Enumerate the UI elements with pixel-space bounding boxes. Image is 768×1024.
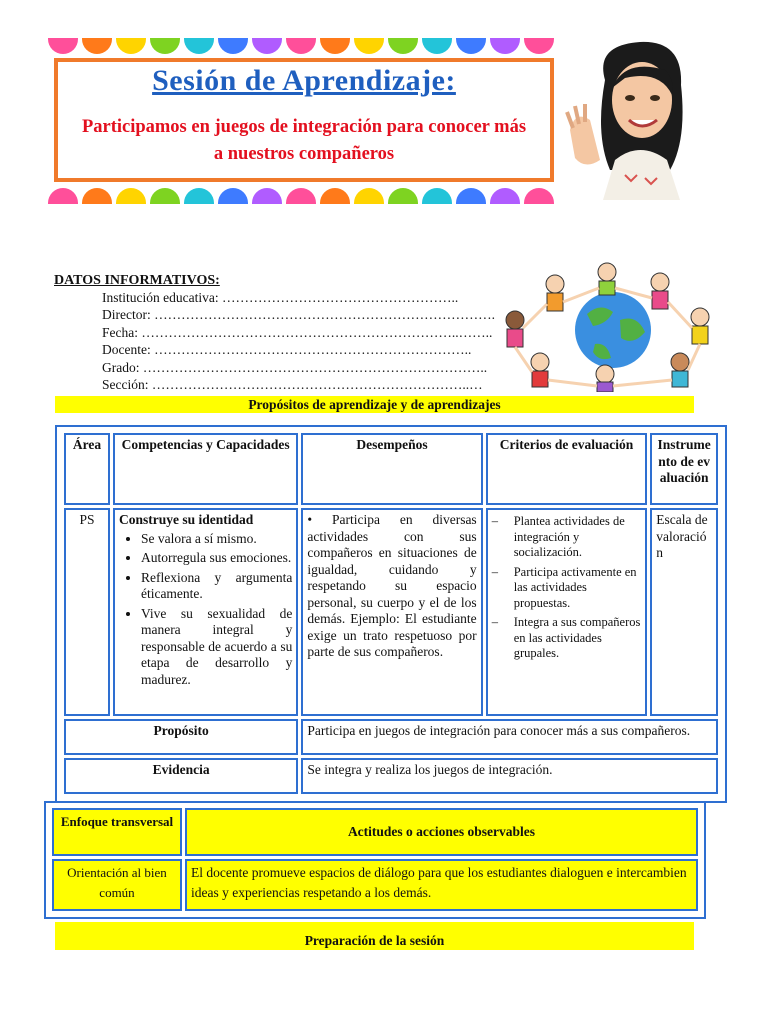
criterios-list bbox=[492, 514, 642, 662]
scallop-border-top bbox=[48, 38, 563, 56]
header-instrumento: Instrumento de evaluación bbox=[650, 433, 718, 505]
cell-area: PS bbox=[64, 508, 110, 716]
evidencia-label: Evidencia bbox=[64, 758, 298, 794]
evidencia-text: Se integra y realiza los juegos de integración. bbox=[301, 758, 718, 794]
criterio-item: – Participa activamente en las actividades propuestas. bbox=[514, 565, 642, 612]
criterio-item: – Plantea actividades de integración y socialización. bbox=[514, 514, 642, 561]
competencia-title: Construye su identidad bbox=[118, 512, 254, 527]
enfoque-row-left: Orientación al bien común bbox=[52, 859, 182, 911]
cell-competencias bbox=[113, 508, 298, 716]
propositos-bar: Propósitos de aprendizaje y de aprendizajes bbox=[55, 396, 694, 413]
datos-item-seccion: • Sección: ……………………………………………………………..… bbox=[78, 376, 504, 393]
title-box bbox=[54, 58, 554, 182]
preparacion-bar: Preparación de la sesión bbox=[55, 922, 694, 950]
header-area: Área bbox=[64, 433, 110, 505]
competencias-table bbox=[61, 430, 721, 797]
capacidad-item: • Reflexiona y argumenta éticamente. bbox=[141, 570, 292, 603]
capacidad-item: • Autorregula sus emociones. bbox=[141, 550, 292, 567]
header-criterios: Criterios de evaluación bbox=[486, 433, 648, 505]
page-title: Sesión de Aprendizaje: bbox=[152, 64, 456, 97]
cell-criterios bbox=[486, 508, 648, 716]
teacher-illustration bbox=[565, 40, 715, 200]
header-desempenos: Desempeños bbox=[301, 433, 482, 505]
enfoque-header-left: Enfoque transversal bbox=[52, 808, 182, 856]
scallop-border-bottom bbox=[48, 186, 563, 204]
title-banner bbox=[48, 38, 563, 206]
datos-item-docente: • Docente: …………………………………………………………….. bbox=[78, 341, 504, 358]
cell-instrumento: Escala de valoración bbox=[650, 508, 718, 716]
cell-desempeno: • Participa en diversas actividades con sus compañeros en situaciones de igualdad, cuidando y respetando su espacio personal, su cuerpo y el de los demás. Ejemplo: El estudiante exige un trato respetuoso por parte de sus compañeros. bbox=[301, 508, 482, 716]
children-globe-illustration bbox=[495, 262, 725, 392]
proposito-label: Propósito bbox=[64, 719, 298, 755]
datos-item-institucion: • Institución educativa: …………………………………………….. bbox=[78, 289, 504, 306]
datos-item-grado: • Grado: ………………………………………………………………….. bbox=[78, 359, 504, 376]
criterio-item: – Integra a sus compañeros en las actividades grupales. bbox=[514, 615, 642, 662]
enfoque-table bbox=[49, 805, 701, 914]
page-subtitle: Participamos en juegos de integración para conocer más a nuestros compañeros bbox=[81, 117, 527, 164]
capacidad-item: • Se valora a sí mismo. bbox=[141, 531, 292, 548]
enfoque-row-right: El docente promueve espacios de diálogo para que los estudiantes dialoguen e intercambien ideas y experiencias respetando a los demás. bbox=[185, 859, 698, 911]
capacidad-item: • Vive su sexualidad de manera integral y responsable de acuerdo a su etapa de desarrollo y madurez. bbox=[141, 606, 292, 689]
datos-item-fecha: • Fecha: ……………………………………………………………..…….. bbox=[78, 324, 504, 341]
datos-item-director: • Director: …………………………………………………………………. bbox=[78, 306, 504, 323]
datos-informativos bbox=[54, 273, 504, 393]
header-competencias: Competencias y Capacidades bbox=[113, 433, 298, 505]
capacidades-list bbox=[119, 531, 292, 689]
datos-heading: DATOS INFORMATIVOS: bbox=[54, 273, 220, 288]
proposito-text: Participa en juegos de integración para conocer más a sus compañeros. bbox=[301, 719, 718, 755]
enfoque-header-right: Actitudes o acciones observables bbox=[185, 808, 698, 856]
